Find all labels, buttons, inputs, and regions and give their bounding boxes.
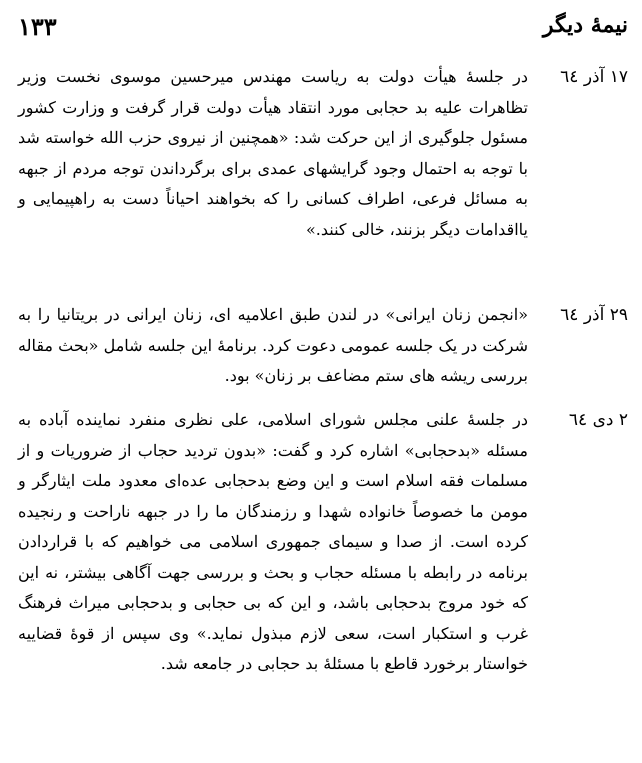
entry-text: در جلسهٔ علنی مجلس شورای اسلامی، علی نظری منفرد نماینده آباده به مسئله «بدحجابی» اشاره کرد و گفت: «بدون تردید حجاب از ضروریات و از مسلمات فقه اسلام است و این وضع بدحجابی عده‌ای معدود ملت ایثارگر و مومن ما خصوصاً خانواده شهدا و رزمندگان ما را در جبهه ناراحت و رنجیده کرده است. از صدا و سیمای جمهوری اسلامی می خواهیم که با قراردادن برنامه در رابطه با مسئله حجاب و بحث و بررسی جهت آگاهی بیشتر، نه این که خود مروج بدحجابی باشد، و این که بی حجابی و بدحجابی میراث فرهنگ غرب و استکبار است، سعی لازم مبذول نماید.» وی سپس از قوهٔ قضاییه خواستار برخورد قاطع با مسئلهٔ بد حجابی در جامعه شد.	[18, 410, 529, 673]
page-header	[0, 8, 642, 48]
entry-date: ۱۷ آذر ٦٤	[560, 67, 628, 87]
page-number: ۱۳۳	[18, 12, 57, 41]
running-title: نیمهٔ دیگر	[542, 12, 628, 38]
entry-text: «انجمن زنان ایرانی» در لندن طبق اعلامیه ای، زنان ایرانی در بریتانیا را به شرکت در یک جلسه عمومی دعوت کرد. برنامهٔ این جلسه شامل «بحث مقاله بررسی ریشه های ستم مضاعف بر زنان» بود.	[18, 305, 528, 385]
chronology-entry	[0, 62, 642, 294]
chronology-entry	[0, 405, 642, 745]
entry-date: ۲۹ آذر ٦٤	[560, 305, 628, 325]
chronology-entry	[0, 300, 642, 394]
entry-date: ۲ دی ٦٤	[568, 410, 628, 430]
entry-text: در جلسهٔ هیأت دولت به ریاست مهندس میرحسین موسوی نخست وزیر تظاهرات علیه بد حجابی مورد انتقاد هیأت دولت قرار گرفت و وزارت کشور مسئول جلوگیری از این حرکت شد: «همچنین از نیروی حزب الله خواسته شد با توجه به احتمال وجود گرایشهای عمدی برای برگرداندن توجه مردم از جبهه به مسائل فرعی، اطراف کسانی را که بخواهند احیاناً دست به راهپیمایی و یااقدامات دیگر بزنند، خالی کنند.»	[18, 67, 528, 239]
